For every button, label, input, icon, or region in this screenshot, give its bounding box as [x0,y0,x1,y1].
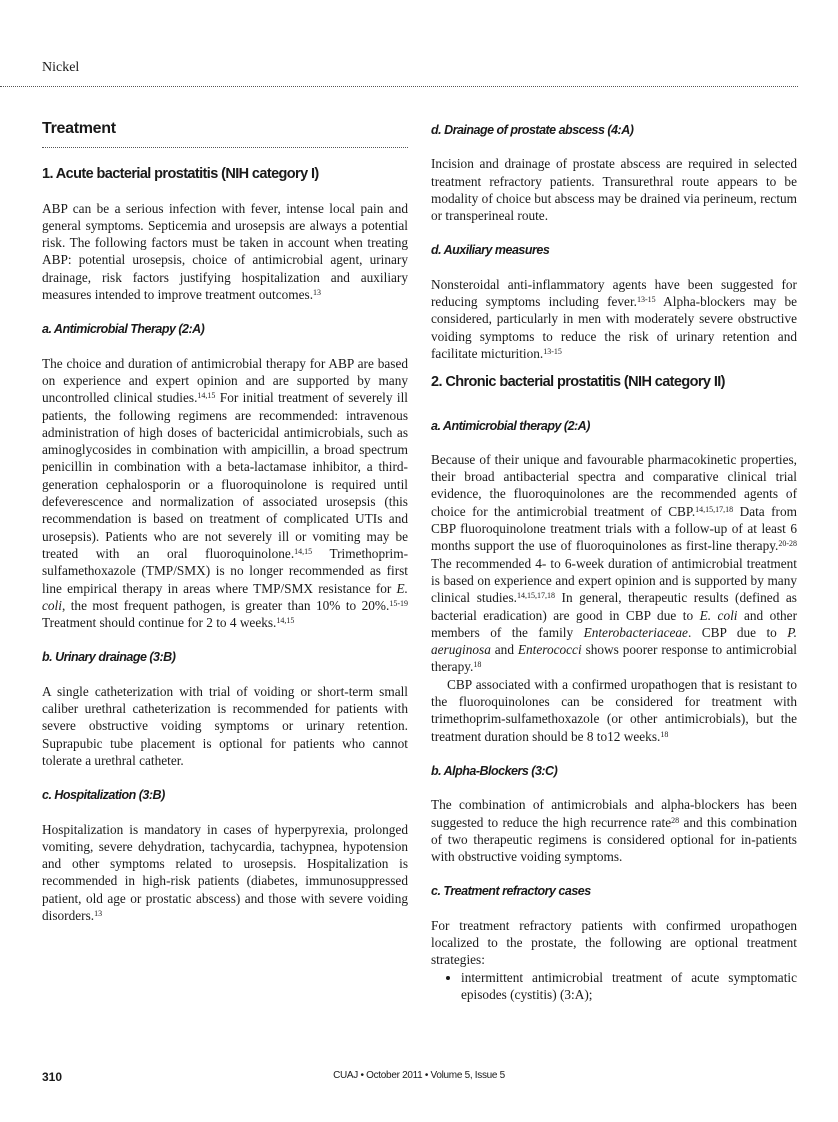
heading-acute-bacterial-prostatitis: 1. Acute bacterial prostatitis (NIH category I) [42,166,319,183]
paragraph-cbp-antimicrobial: Because of their unique and favourable pharmacokinetic properties, their broad antibacterial spectra and comparative clinical trial evidence, the fluoroquinolones are the recommended agents of choice for the antimicrobial treatment of CBP.$^{14,15,17,18}$ Data from CBP fluoroquinolone treatment trials with a follow-up of at least 6 months support the use of fluoroquinolones as first-line therapy.$^{20-28}$ The recommended 4- to 6-week duration of antimicrobial treatment is based on experience and expert opinion and is supported by many clinical studies.$^{14,15,17,18}$ In general, therapeutic results (defined as bacterial eradication) are good in CBP due to E. coli and other members of the family Enterobacteriaceae. CBP due to P. aeruginosa and Enterococci shows poorer response to antimicrobial therapy.$^{18}$ [431,451,797,675]
running-header-author: Nickel [42,60,80,75]
section-title: Treatment [42,120,116,137]
paragraph-treatment-refractory: For treatment refractory patients with confirmed uropathogen localized to the prostate, the following are optional treatment strategies: [431,917,797,968]
paragraph-urinary-drainage: A single catheterization with trial of voiding or short-term small caliber urethral catheterization is recommended for patients with severe obstructive voiding symptoms or urinary retention. Suprapubic tube placement is optional for patients who cannot tolerate a urethral catheter. [42,683,408,768]
paragraph-hospitalization: Hospitalization is mandatory in cases of hyperpyrexia, prolonged vomiting, severe dehydration, tachycardia, tachypnea, hypotension and other symptoms related to urosepsis. Hospitalization is recommended in high-risk patients (diabetes, immunosuppressed patient, old age or prostatic abscess) and those with severe voiding disorders.$^{13}$ [42,821,408,923]
heading-auxiliary-measures: d. Auxiliary measures [431,243,550,258]
paragraph-cbp-resistant: CBP associated with a confirmed uropathogen that is resistant to the fluoroquinolones can be considered for treatment with trimethoprim-sulfamethoxazole (or other antimicrobials), but the treatment duration should be 8 to12 weeks.$^{18}$ [431,676,797,744]
heading-chronic-bacterial-prostatitis: 2. Chronic bacterial prostatitis (NIH category II) [431,374,725,391]
heading-urinary-drainage: b. Urinary drainage (3:B) [42,650,176,665]
right-column [431,112,797,1003]
left-column [42,112,408,924]
paragraph-abp-intro: ABP can be a serious infection with fever, intense local pain and general symptoms. Septicemia and urosepsis are always a potential risk. The following factors must be taken in account when treating ABP: potential urosepsis, choice of antimicrobial agent, urinary drainage, risk factors justifying hospitalization and auxiliary measures intended to improve treatment outcomes.$^{13}$ [42,200,408,303]
heading-treatment-refractory: c. Treatment refractory cases [431,884,591,899]
paragraph-antimicrobial: The choice and duration of antimicrobial therapy for ABP are based on experience and expert opinion and are supported by many uncontrolled clinical studies.$^{14,15}$ For initial treatment of severely ill patients, the following regimens are recommended: intravenous administration of high doses of bactericidal antimicrobials, such as aminoglycosides in combination with ampicillin, a broad spectrum penicillin in combination with a beta-lactamase inhibitor, a third-generation cephalosporin or a fluoroquinolone is required until defeverescence and normalization of associated urosepsis (this recommendation is based on treatment of complicated UTIs and urosepsis). Patients who are not severely ill or vomiting may be treated with an oral fluoroquinolone.$^{14,15}$ Trimethoprim-sulfamethoxazole (TMP/SMX) is no longer recommended as first line empirical therapy in areas where TMP/SMX resistance for E. coli, the most frequent pathogen, is greater than 10% to 20%.$^{15-19}$ Treatment should continue for 2 to 4 weeks.$^{14,15}$ [42,355,408,631]
heading-hospitalization: c. Hospitalization (3:B) [42,788,165,803]
heading-cbp-antimicrobial: a. Antimicrobial therapy (2:A) [431,418,590,433]
heading-antimicrobial-therapy: a. Antimicrobial Therapy (2:A) [42,322,205,337]
page-number: 310 [42,1070,63,1084]
paragraph-auxiliary: Nonsteroidal anti-inflammatory agents have been suggested for reducing symptoms including fever.$^{13-15}$ Alpha-blockers may be considered, particularly in men with moderately severe obstructive voiding symptoms to reduce the risk of urinary retention and facilitate micturition.$^{13-15}$ [431,276,797,361]
list-item: • intermittent antimicrobial treatment of acute symptomatic episodes (cystitis) (3:A); [461,969,797,1004]
heading-alpha-blockers: b. Alpha-Blockers (3:C) [431,763,558,778]
heading-drainage-prostate-abscess: d. Drainage of prostate abscess (4:A) [431,123,634,137]
section-divider [42,147,408,148]
paragraph-abscess: Incision and drainage of prostate abscess are required in selected treatment refractory patients. Transurethral route appears to be modality of choice but abscess may be drained via perineum, rectum or transperineal route. [431,156,797,224]
strategy-list [431,969,797,1004]
paragraph-alpha-blockers: The combination of antimicrobials and alpha-blockers has been suggested to reduce the high recurrence rate$^{28}$ and this combination of two therapeutic regimens is considered optional for in-patients with obstructive voiding symptoms. [431,797,798,865]
journal-citation: CUAJ • October 2011 • Volume 5, Issue 5 [333,1070,505,1081]
header-divider [0,86,798,87]
